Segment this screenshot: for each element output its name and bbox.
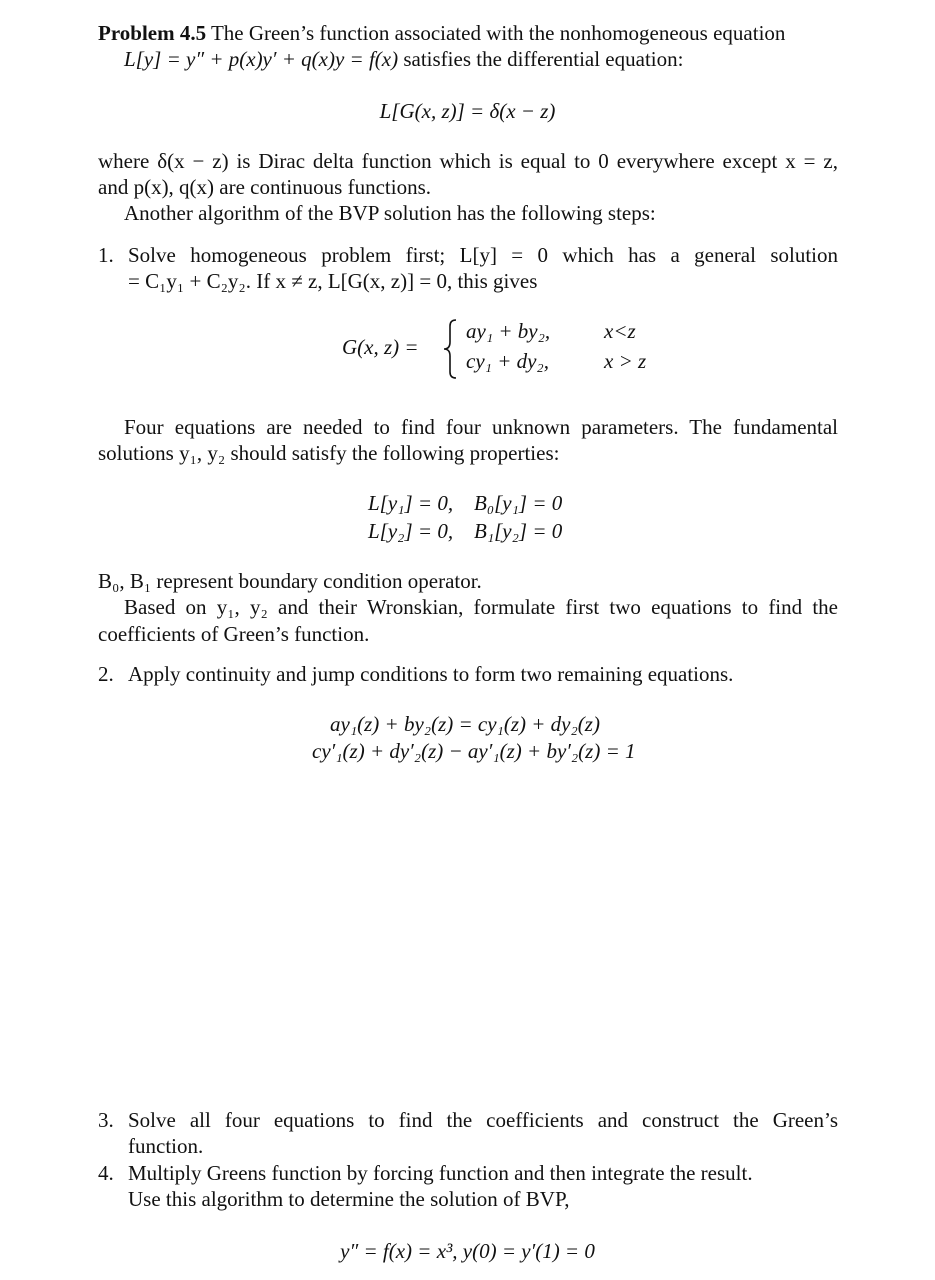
another-line: Another algorithm of the BVP solution has the following steps: bbox=[124, 201, 656, 225]
step-3-number: 3. bbox=[98, 1108, 114, 1132]
operator-line bbox=[124, 46, 683, 72]
green-cases-row2: cy₁ + dy₂, bbox=[466, 349, 549, 373]
step-3-line1: Solve all four equations to find the coefficients and construct the Green’s bbox=[128, 1108, 838, 1132]
green-cases-row1: ay₁ + by₂, bbox=[466, 319, 551, 343]
step-2-line1: Apply continuity and jump conditions to form two remaining equations. bbox=[128, 662, 734, 686]
left-brace-icon bbox=[442, 318, 458, 380]
green-cases-cond1: x<z bbox=[604, 319, 636, 343]
bvp-equation: y″ = f(x) = x³, y(0) = y′(1) = 0 bbox=[340, 1239, 595, 1263]
green-cases-cond2: x > z bbox=[604, 349, 647, 373]
delta-equation: L[G(x, z)] = δ(x − z) bbox=[379, 99, 556, 123]
where-line: where δ(x − z) is Dirac delta function which is equal to 0 everywhere except x = z, bbox=[98, 149, 838, 173]
step-4-line2: Use this algorithm to determine the solution of BVP, bbox=[128, 1187, 570, 1211]
problem-intro-line bbox=[98, 20, 785, 46]
wronskian-line1: Based on y₁, y₂ and their Wronskian, formulate first two equations to find the bbox=[124, 595, 838, 619]
boundary-text: B₀, B₁ represent boundary condition operator. bbox=[98, 569, 482, 593]
wronskian-line2: coefficients of Green’s function. bbox=[98, 622, 370, 646]
step-1-line2: = C₁y₁ + C₂y₂. If x ≠ z, L[G(x, z)] = 0, this gives bbox=[128, 269, 538, 293]
four-eq-line1: Four equations are needed to find four unknown parameters. The fundamental bbox=[124, 415, 838, 439]
step-1-line1: Solve homogeneous problem first; L[y] = 0 which has a general solution bbox=[128, 243, 838, 267]
property-2-left: L[y₂] = 0, bbox=[368, 519, 454, 543]
green-cases-lhs: G(x, z) = bbox=[342, 335, 419, 359]
step-4-number: 4. bbox=[98, 1161, 114, 1185]
operator-equation: L[y] = y″ + p(x)y′ + q(x)y = f(x) bbox=[124, 47, 399, 71]
and-line: and p(x), q(x) are continuous functions. bbox=[98, 175, 431, 199]
step-3-line2: function. bbox=[128, 1134, 204, 1158]
step-4-line1: Multiply Greens function by forcing function and then integrate the result. bbox=[128, 1161, 753, 1185]
jump-equation: cy′₁(z) + dy′₂(z) − ay′₁(z) + by′₂(z) = 1 bbox=[312, 739, 636, 763]
property-2-right: B₁[y₂] = 0 bbox=[474, 519, 563, 543]
problem-heading: Problem 4.5 bbox=[98, 21, 207, 45]
continuity-equation: ay₁(z) + by₂(z) = cy₁(z) + dy₂(z) bbox=[330, 712, 600, 736]
four-eq-line2: solutions y₁, y₂ should satisfy the following properties: bbox=[98, 441, 560, 465]
step-1-number: 1. bbox=[98, 243, 114, 267]
property-1-right: B₀[y₁] = 0 bbox=[474, 491, 563, 515]
operator-tail: satisfies the differential equation: bbox=[398, 47, 684, 71]
step-2-number: 2. bbox=[98, 662, 114, 686]
problem-intro: The Green’s function associated with the nonhomogeneous equation bbox=[206, 21, 786, 45]
property-1-left: L[y₁] = 0, bbox=[368, 491, 454, 515]
